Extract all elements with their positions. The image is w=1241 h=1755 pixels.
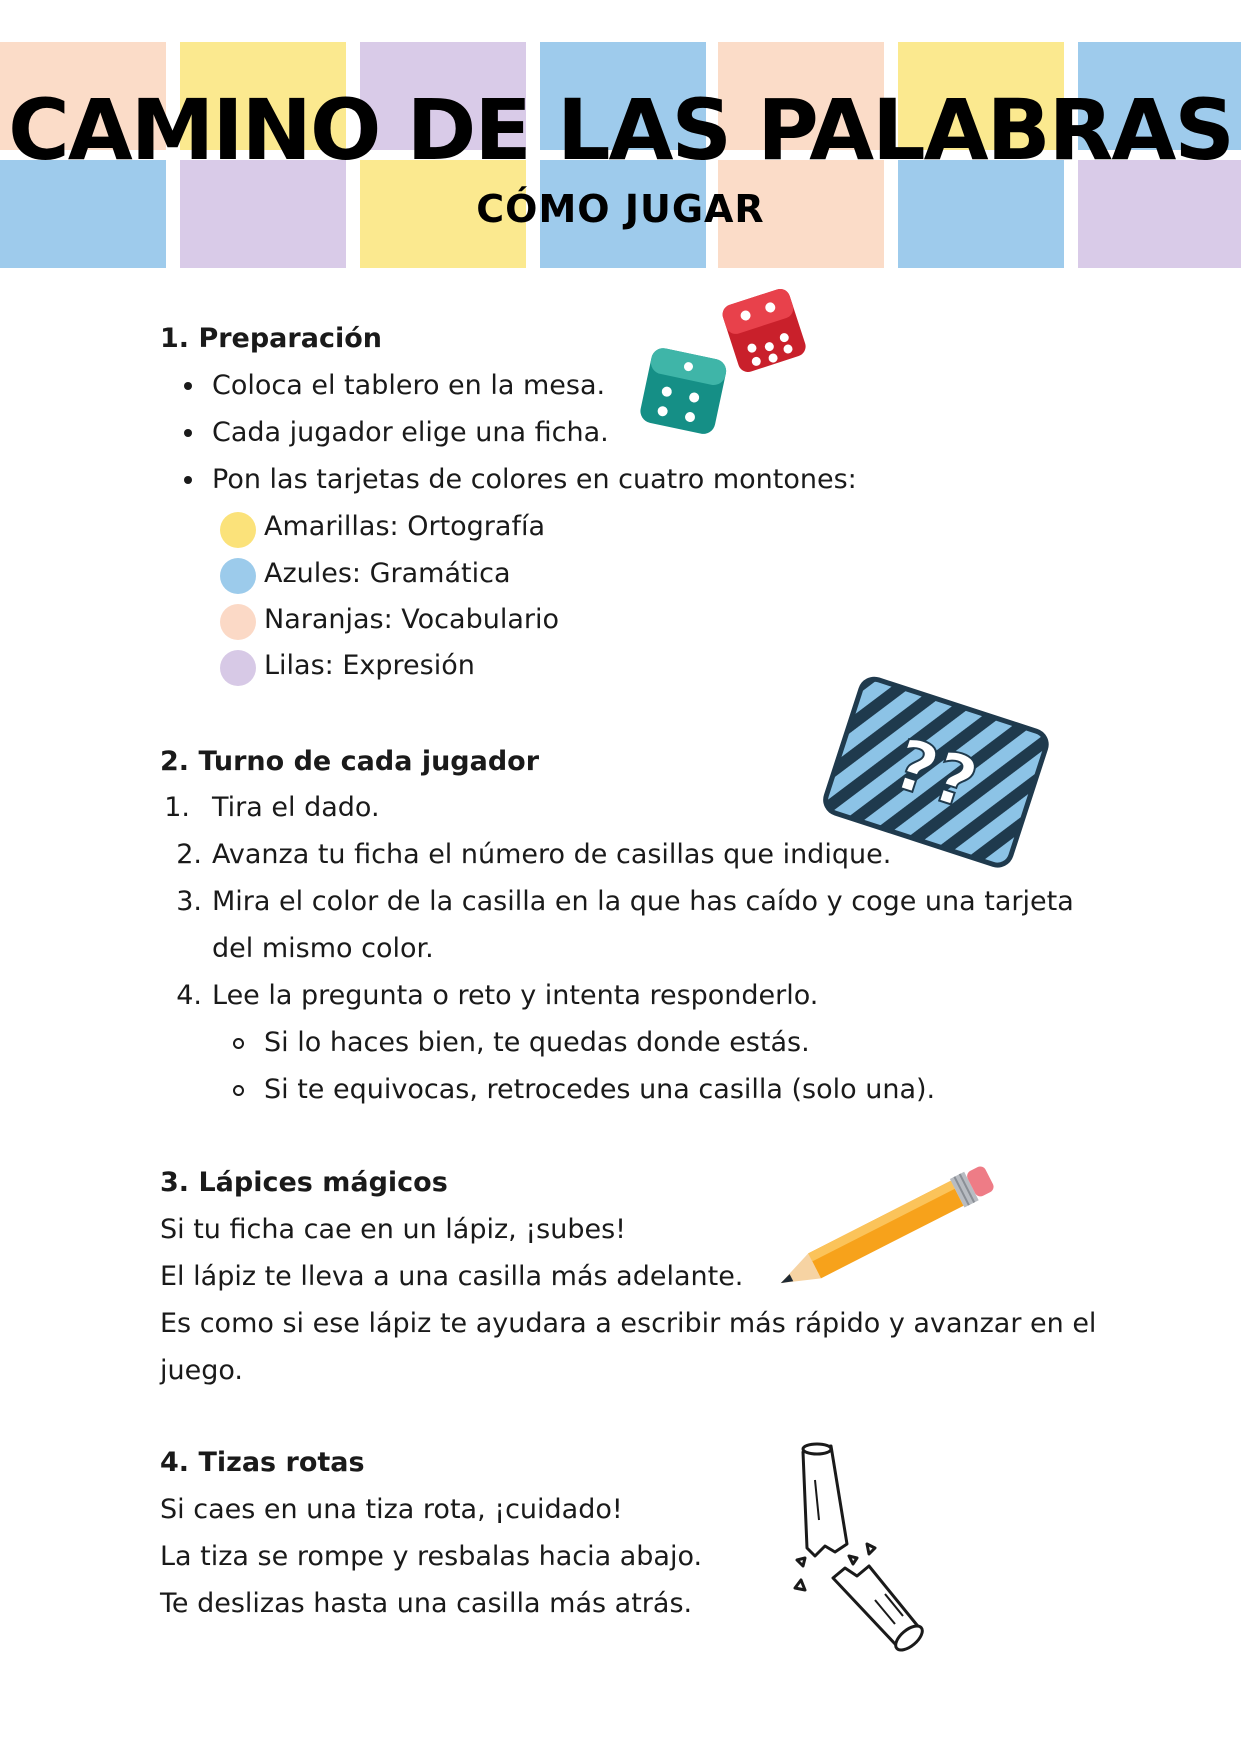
swatch-orange: [220, 604, 256, 640]
step-number: 1.: [164, 792, 190, 823]
list-item: Coloca el tablero en la mesa.: [212, 370, 606, 401]
card-question-marks: ??: [884, 722, 987, 826]
bullet-dot: [184, 382, 192, 390]
sub-list-item: Si lo haces bien, te quedas donde estás.: [264, 1027, 810, 1058]
step-text: Lee la pregunta o reto y intenta responderlo.: [212, 980, 819, 1011]
pile-label-lilas: Lilas: Expresión: [264, 650, 475, 681]
broken-chalk-icon: [785, 1440, 945, 1660]
section-title-preparacion: 1. Preparación: [160, 323, 382, 354]
swatch-lilac: [220, 650, 256, 686]
paragraph-line: juego.: [160, 1355, 243, 1386]
bullet-dot: [184, 429, 192, 437]
paragraph-line: La tiza se rompe y resbalas hacia abajo.: [160, 1541, 703, 1572]
swatch-yellow: [220, 512, 256, 548]
header-banner: [0, 0, 1241, 280]
sub-bullet: [233, 1085, 244, 1096]
paragraph-line: Te deslizas hasta una casilla más atrás.: [160, 1588, 693, 1619]
paragraph-line: Es como si ese lápiz te ayudara a escribir más rápido y avanzar en el: [160, 1308, 1097, 1339]
pencil-icon: [760, 1170, 1010, 1290]
pile-label-amarillas: Amarillas: Ortografía: [264, 511, 546, 542]
step-text: Avanza tu ficha el número de casillas que indique.: [212, 839, 892, 870]
sub-list-item: Si te equivocas, retrocedes una casilla (solo una).: [264, 1074, 936, 1105]
paragraph-line: Si tu ficha cae en un lápiz, ¡subes!: [160, 1214, 626, 1245]
dice-icon: [640, 300, 820, 440]
step-text: Tira el dado.: [212, 792, 380, 823]
section-title-tizas: 4. Tizas rotas: [160, 1447, 365, 1478]
step-text-continuation: del mismo color.: [212, 933, 434, 964]
paragraph-line: Si caes en una tiza rota, ¡cuidado!: [160, 1494, 623, 1525]
section-title-lapices: 3. Lápices mágicos: [160, 1167, 448, 1198]
pile-label-naranjas: Naranjas: Vocabulario: [264, 604, 559, 635]
swatch-blue: [220, 558, 256, 594]
section-title-turno: 2. Turno de cada jugador: [160, 746, 540, 777]
list-item: Pon las tarjetas de colores en cuatro montones:: [212, 464, 857, 495]
question-card-icon: [820, 680, 1050, 870]
page-title: CAMINO DE LAS PALABRAS: [8, 81, 1233, 179]
pile-label-azules: Azules: Gramática: [264, 558, 511, 589]
sub-bullet: [233, 1038, 244, 1049]
page-subtitle: CÓMO JUGAR: [476, 187, 765, 231]
step-number: 2.: [176, 839, 202, 870]
step-text: Mira el color de la casilla en la que has caído y coge una tarjeta: [212, 886, 1074, 917]
step-number: 3.: [176, 886, 202, 917]
step-number: 4.: [176, 980, 202, 1011]
list-item: Cada jugador elige una ficha.: [212, 417, 609, 448]
paragraph-line: El lápiz te lleva a una casilla más adelante.: [160, 1261, 744, 1292]
bullet-dot: [184, 476, 192, 484]
